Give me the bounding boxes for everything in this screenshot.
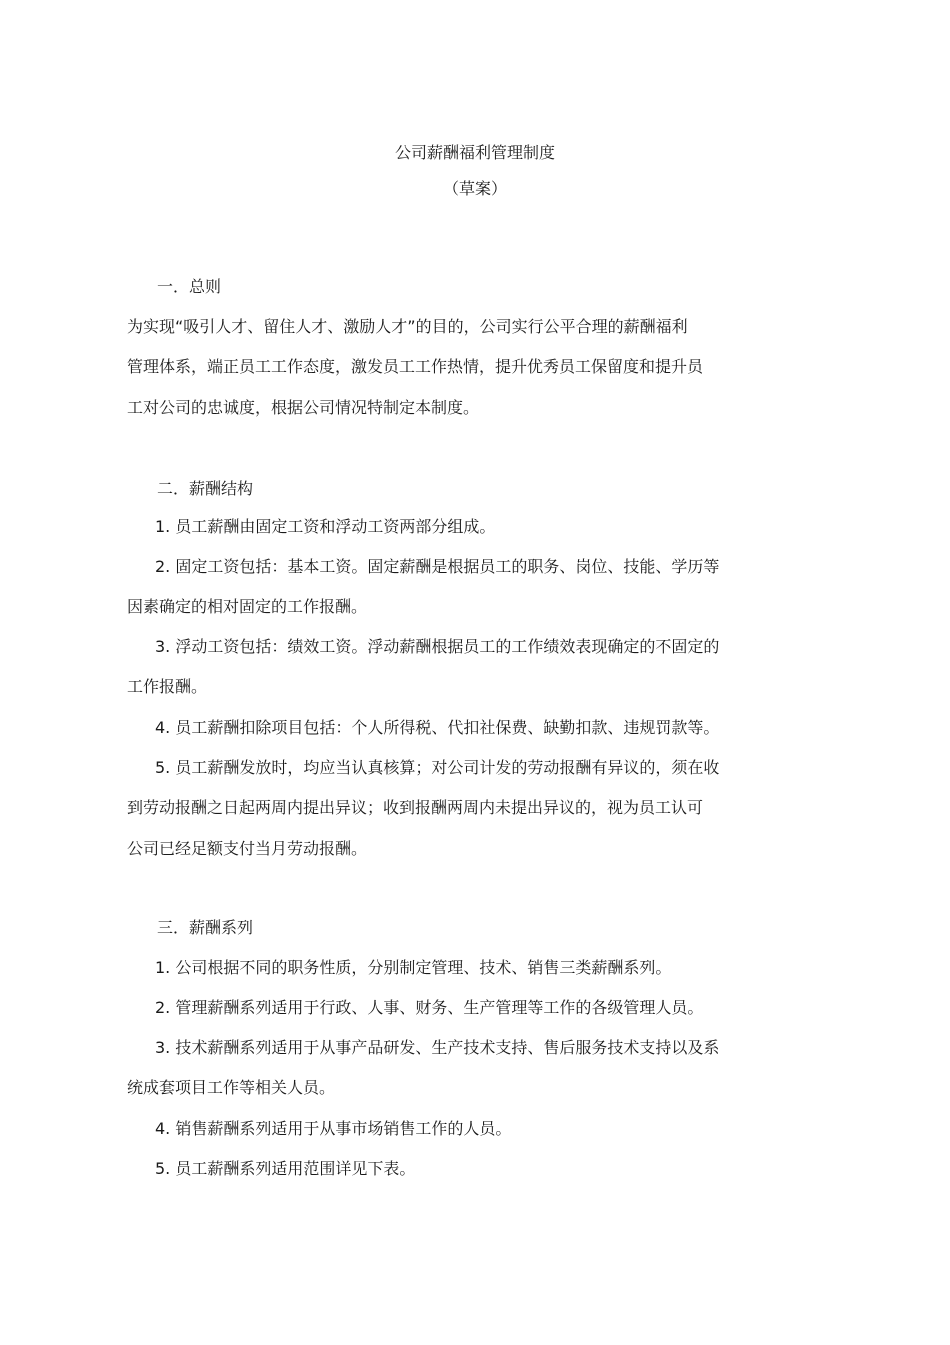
list-item-line: 到劳动报酬之日起两周内提出异议；收到报酬两周内未提出异议的，视为员工认可 — [127, 798, 704, 817]
section-heading-salary-series: 三．薪酬系列 — [157, 918, 254, 937]
list-item-line: 3. 技术薪酬系列适用于从事产品研发、生产技术支持、售后服务技术支持以及系 — [155, 1038, 720, 1057]
list-item-line: 1. 员工薪酬由固定工资和浮动工资两部分组成。 — [155, 517, 496, 536]
list-item-line: 4. 员工薪酬扣除项目包括：个人所得税、代扣社保费、缺勤扣款、违规罚款等。 — [155, 718, 720, 737]
section-heading-salary-structure: 二．薪酬结构 — [157, 479, 254, 498]
paragraph-line: 管理体系，端正员工工作态度，激发员工工作热情，提升优秀员工保留度和提升员 — [127, 357, 704, 376]
list-item-line: 1. 公司根据不同的职务性质，分别制定管理、技术、销售三类薪酬系列。 — [155, 958, 672, 977]
document-subtitle: （草案） — [442, 179, 507, 198]
list-item-line: 公司已经足额支付当月劳动报酬。 — [127, 839, 368, 858]
list-item-line: 3. 浮动工资包括：绩效工资。浮动薪酬根据员工的工作绩效表现确定的不固定的 — [155, 637, 720, 656]
list-item-line: 5. 员工薪酬系列适用范围详见下表。 — [155, 1159, 416, 1178]
section-heading-general: 一．总则 — [157, 277, 222, 296]
list-item-line: 工作报酬。 — [127, 677, 208, 696]
list-item-line: 因素确定的相对固定的工作报酬。 — [127, 597, 368, 616]
document-title: 公司薪酬福利管理制度 — [394, 143, 555, 162]
list-item-line: 2. 管理薪酬系列适用于行政、人事、财务、生产管理等工作的各级管理人员。 — [155, 998, 704, 1017]
list-item-line: 统成套项目工作等相关人员。 — [127, 1078, 336, 1097]
list-item-line: 4. 销售薪酬系列适用于从事市场销售工作的人员。 — [155, 1119, 512, 1138]
paragraph-line: 为实现“吸引人才、留住人才、激励人才”的目的，公司实行公平合理的薪酬福利 — [127, 317, 688, 336]
list-item-line: 2. 固定工资包括：基本工资。固定薪酬是根据员工的职务、岗位、技能、学历等 — [155, 557, 720, 576]
list-item-line: 5. 员工薪酬发放时，均应当认真核算；对公司计发的劳动报酬有异议的，须在收 — [155, 758, 720, 777]
paragraph-line: 工对公司的忠诚度，根据公司情况特制定本制度。 — [127, 398, 480, 417]
